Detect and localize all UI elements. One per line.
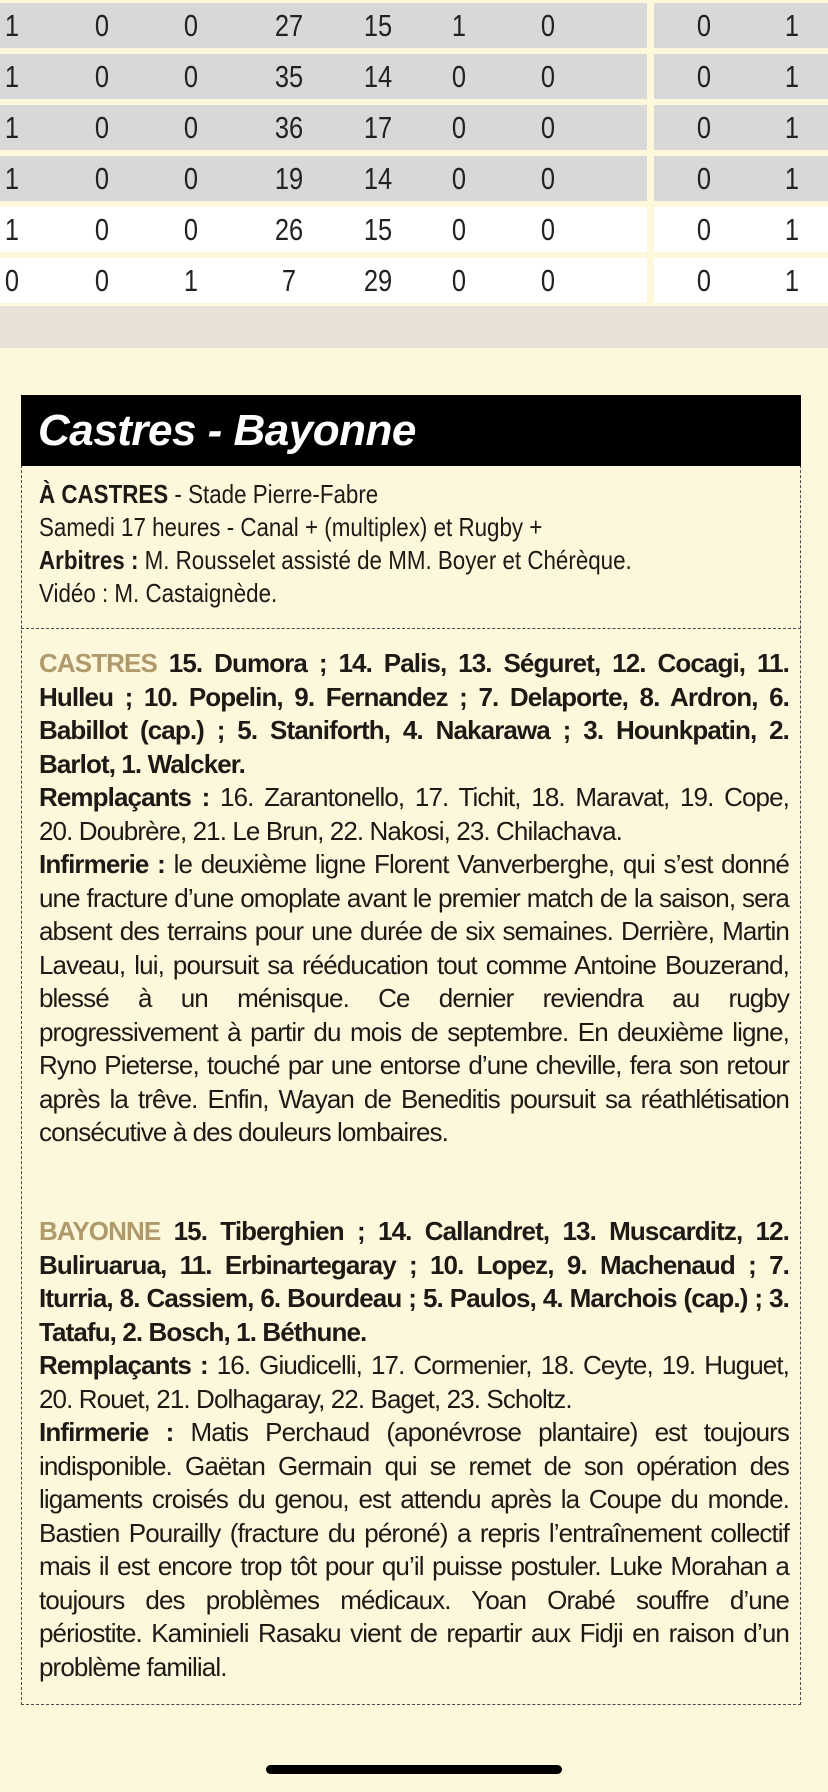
venue-label: À CASTRES [39,479,169,509]
venue-line [39,478,684,511]
stats-cell: 0 [696,161,712,196]
stats-cell: 1 [784,110,800,145]
bayonne-injuries [39,1416,789,1684]
stats-cell: 0 [183,8,199,43]
stats-row-left-block [0,54,647,99]
stats-row-right-block [654,105,828,150]
stats-cell: 27 [274,8,304,43]
stats-cell: 7 [281,263,297,298]
stats-cell: 0 [540,59,556,94]
stats-cell: 0 [183,110,199,145]
stats-cell: 1 [451,8,467,43]
stats-cell: 29 [363,263,393,298]
castres-subs-label: Remplaçants : [39,782,210,812]
castres-subs [39,781,789,848]
stats-row [0,105,828,150]
bayonne-lineup [39,1215,789,1349]
stats-cell: 0 [696,110,712,145]
stats-cell: 15 [363,8,393,43]
stats-cell: 0 [696,8,712,43]
stats-cell: 0 [540,212,556,247]
stats-row [0,3,828,48]
stats-cell: 0 [540,8,556,43]
stats-cell: 0 [451,212,467,247]
stats-cell: 0 [696,263,712,298]
castres-squad: 15. Dumora ; 14. Palis, 13. Séguret, 12. Cocagi, 11. Hulleu ; 10. Popelin, 9. Fernandez ; 7. Delaporte, 8. Ardron, 6. Babillot (cap.) ; 5. Staniforth, 4. Nakarawa ; 3. Hounkpatin, 2. Barlot, 1. Walcker. [39,648,789,779]
match-info [39,478,789,610]
stats-cell: 14 [363,161,393,196]
stats-cell: 0 [540,263,556,298]
stats-cell: 0 [94,8,110,43]
stats-cell: 0 [451,110,467,145]
referees-line [39,544,684,577]
stats-cell: 19 [274,161,304,196]
stats-cell: 0 [94,161,110,196]
stats-cell: 1 [4,161,20,196]
stats-cell: 0 [94,263,110,298]
stats-cell: 36 [274,110,304,145]
video-line: Vidéo : M. Castaignède. [39,578,278,608]
stats-row-right-block [654,207,828,252]
stats-cell: 0 [540,110,556,145]
stats-row-right-block [654,156,828,201]
stats-cell: 14 [363,59,393,94]
stats-cell: 0 [94,110,110,145]
stats-cell: 0 [451,161,467,196]
stats-cell: 1 [784,263,800,298]
stats-row [0,258,828,303]
bayonne-subs-text: 16. Giudicelli, 17. Cormenier, 18. Ceyte, 19. Huguet, 20. Rouet, 21. Dolhagaray, 22. Baget, 23. Scholtz. [39,1350,789,1414]
stats-cell: 26 [274,212,304,247]
stats-cell: 0 [540,161,556,196]
match-title: Castres - Bayonne [21,395,801,466]
castres-injury-text: le deuxième ligne Florent Vanverberghe, qui s’est donné une fracture d’une omoplate avant le premier match de la saison, sera absent des terrains pour une durée de six semaines. Derrière, Martin Laveau, lui, poursuit sa rééducation tout comme Antoine Bouzerand, blessé à un ménisque. Ce dernier reviendra au rugby progressivement à partir du mois de septembre. En deuxième ligne, Ryno Pieterse, touché par une entorse d’une cheville, fera son retour après la trêve. Enfin, Wayan de Beneditis poursuit sa réathlétisation consécutive à des douleurs lombaires. [39,849,789,1147]
stats-cell: 1 [4,59,20,94]
bayonne-injury-text: Matis Perchaud (aponévrose plantaire) est toujours indisponible. Gaëtan Germain qui se remet de son opération des ligaments croisés du genou, est attendu après la Coupe du monde. Bastien Pourailly (fracture du péroné) a repris l’entraînement collectif mais il est encore trop tôt pour qu’il puisse postuler. Luke Morahan a toujours des problèmes médicaux. Yoan Orabé souffre d’une périostite. Kaminieli Rasaku vient de repartir aux Fidji en raison d’un problème familial. [39,1417,789,1682]
stats-row [0,207,828,252]
castres-injury-label: Infirmerie : [39,849,165,879]
stats-row-right-block [654,54,828,99]
stats-cell: 1 [4,8,20,43]
stats-row-left-block [0,156,647,201]
home-indicator[interactable] [266,1765,562,1774]
schedule-line: Samedi 17 heures - Canal + (multiplex) et Rugby + [39,512,543,542]
stats-row-right-block [654,258,828,303]
castres-subs-text: 16. Zarantonello, 17. Tichit, 18. Maravat, 19. Cope, 20. Doubrère, 21. Le Brun, 22. Nakosi, 23. Chilachava. [39,782,789,846]
team-bayonne [39,1215,789,1684]
stats-row [0,54,828,99]
castres-injuries [39,848,789,1150]
stats-cell: 0 [94,59,110,94]
stats-cell: 0 [451,59,467,94]
venue-text: - Stade Pierre-Fabre [168,479,379,509]
stats-cell: 0 [183,161,199,196]
stats-row-left-block [0,105,647,150]
stats-row-left-block [0,207,647,252]
stats-row-right-block [654,3,828,48]
castres-team-name: CASTRES [39,648,157,678]
referees-text: M. Rousselet assisté de MM. Boyer et Chérèque. [138,545,632,575]
stats-cell: 0 [183,59,199,94]
stats-table-footer [0,306,828,348]
stats-cell: 0 [696,59,712,94]
stats-cell: 0 [183,212,199,247]
bayonne-injury-label: Infirmerie : [39,1417,174,1447]
referees-label: Arbitres : [39,545,139,575]
stats-cell: 1 [4,110,20,145]
stats-cell: 0 [696,212,712,247]
stats-cell: 1 [784,8,800,43]
stats-cell: 0 [451,263,467,298]
bayonne-subs-label: Remplaçants : [39,1350,208,1380]
team-castres [39,647,789,1150]
stats-cell: 0 [94,212,110,247]
stats-row-left-block [0,258,647,303]
stats-cell: 1 [784,59,800,94]
bayonne-subs [39,1349,789,1416]
stats-cell: 35 [274,59,304,94]
castres-lineup [39,647,789,781]
stats-cell: 1 [4,212,20,247]
stats-cell: 15 [363,212,393,247]
bayonne-team-name: BAYONNE [39,1216,161,1246]
stats-cell: 17 [363,110,393,145]
stats-cell: 1 [784,161,800,196]
stats-cell: 1 [784,212,800,247]
stats-cell: 1 [183,263,199,298]
stats-cell: 0 [4,263,20,298]
card-divider [21,628,801,629]
stats-row-left-block [0,3,647,48]
stats-row [0,156,828,201]
bayonne-squad: 15. Tiberghien ; 14. Callandret, 13. Muscarditz, 12. Buliruarua, 11. Erbinartegaray ; 10. Lopez, 9. Machenaud ; 7. Iturria, 8. Cassiem, 6. Bourdeau ; 5. Paulos, 4. Marchois (cap.) ; 3. Tatafu, 2. Bosch, 1. Béthune. [39,1216,789,1347]
